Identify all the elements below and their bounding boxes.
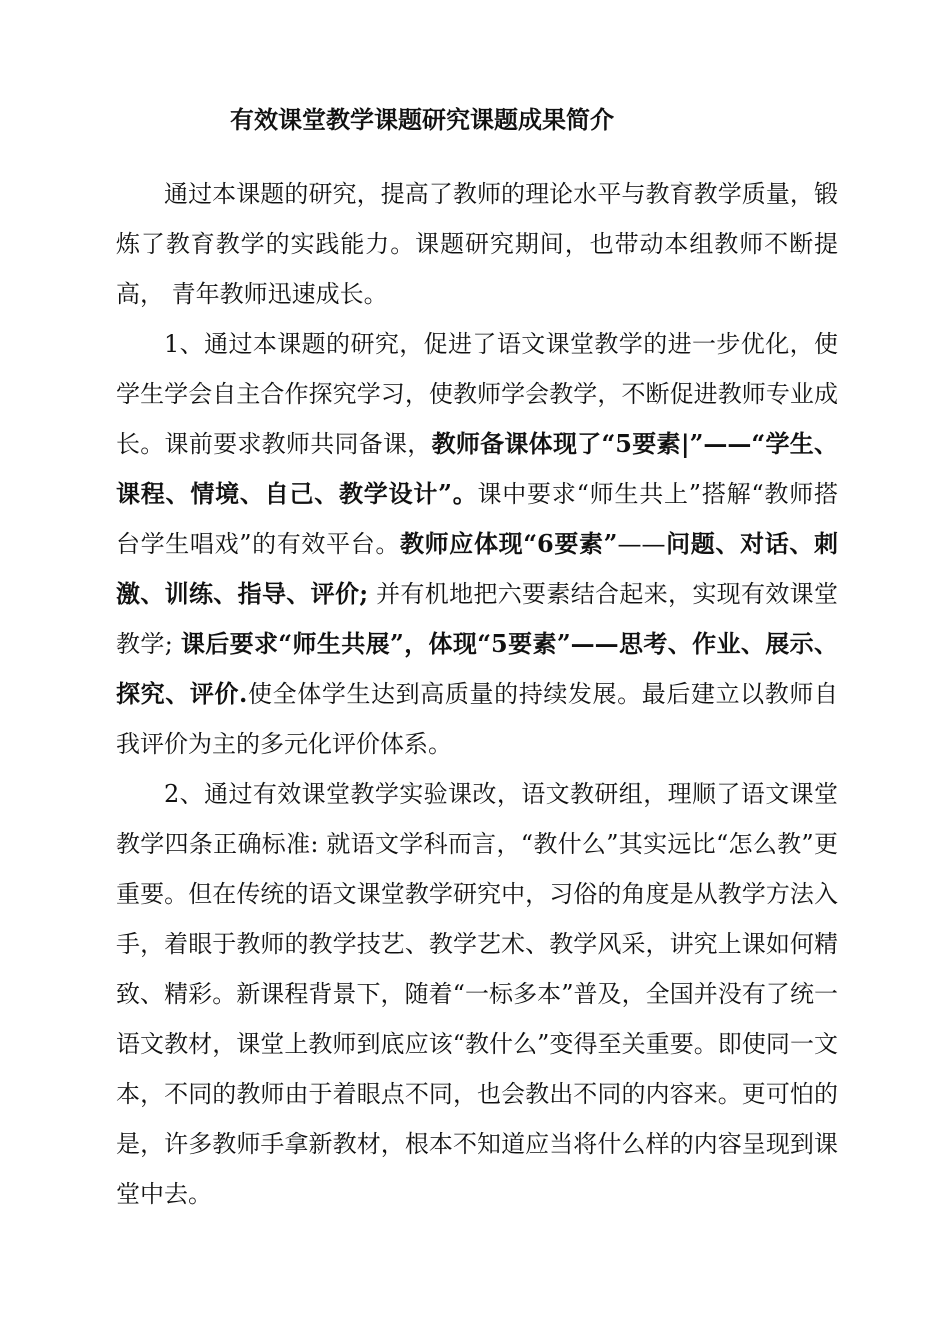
intro-paragraph: 通过本课题的研究，提高了教师的理论水平与教育教学质量，锻炼了教育教学的实践能力。课题研究期间，也带动本组教师不断提高， 青年教师迅速成长。 bbox=[116, 180, 838, 308]
section-1-paragraph bbox=[116, 319, 838, 769]
document-title: 有效课堂教学课题研究课题成果简介 bbox=[230, 105, 614, 134]
section-1-bold-2: 教师应体现“6要素” bbox=[400, 529, 618, 558]
section-1-text-3: —— bbox=[617, 530, 666, 558]
section-1-text-4: 并有机地把六要素结合起来，实现有效课堂教学; bbox=[116, 580, 838, 658]
section-1-text-2: 课中要求“师生共上”搭解“教师搭台学生唱戏”的有效平台。 bbox=[116, 480, 838, 558]
document-page bbox=[116, 100, 838, 1219]
section-1-bold-3: 问题、对话、刺激、训练、指导、评价; bbox=[116, 529, 838, 608]
section-1-bold-4: 课后要求“师生共展”，体现“5要素”——思考、作业、展示、探究、评价. bbox=[116, 629, 838, 708]
section-2-paragraph: 2、通过有效课堂教学实验课改，语文教研组，理顺了语文课堂教学四条正确标准: 就语文学科而言，“教什么”其实远比“怎么教”更重要。但在传统的语文课堂教学研究中，习俗的角度是从教学方法入手，着眼于教师的教学技艺、教学艺术、教学风采，讲究上课如何精致、精彩。新课程背景下，随着“一标多本”普及，全国并没有了统一语文教材，课堂上教师到底应该“教什么”变得至关重要。即使同一文本，不同的教师由于着眼点不同，也会教出不同的内容来。更可怕的是，许多教师手拿新教材，根本不知道应当将什么样的内容呈现到课堂中去。 bbox=[116, 780, 838, 1208]
section-1-text-5: 使全体学生达到高质量的持续发展。最后建立以教师自我评价为主的多元化评价体系。 bbox=[116, 680, 839, 758]
section-1-bold-1: 教师备课体现了“5要素|”——“学生、课程、情境、自己、教学设计”。 bbox=[116, 429, 838, 508]
section-1-text-1: 1、通过本课题的研究，促进了语文课堂教学的进一步优化，使学生学会自主合作探究学习，使教师学会教学，不断促进教师专业成长。课前要求教师共同备课， bbox=[116, 330, 838, 458]
